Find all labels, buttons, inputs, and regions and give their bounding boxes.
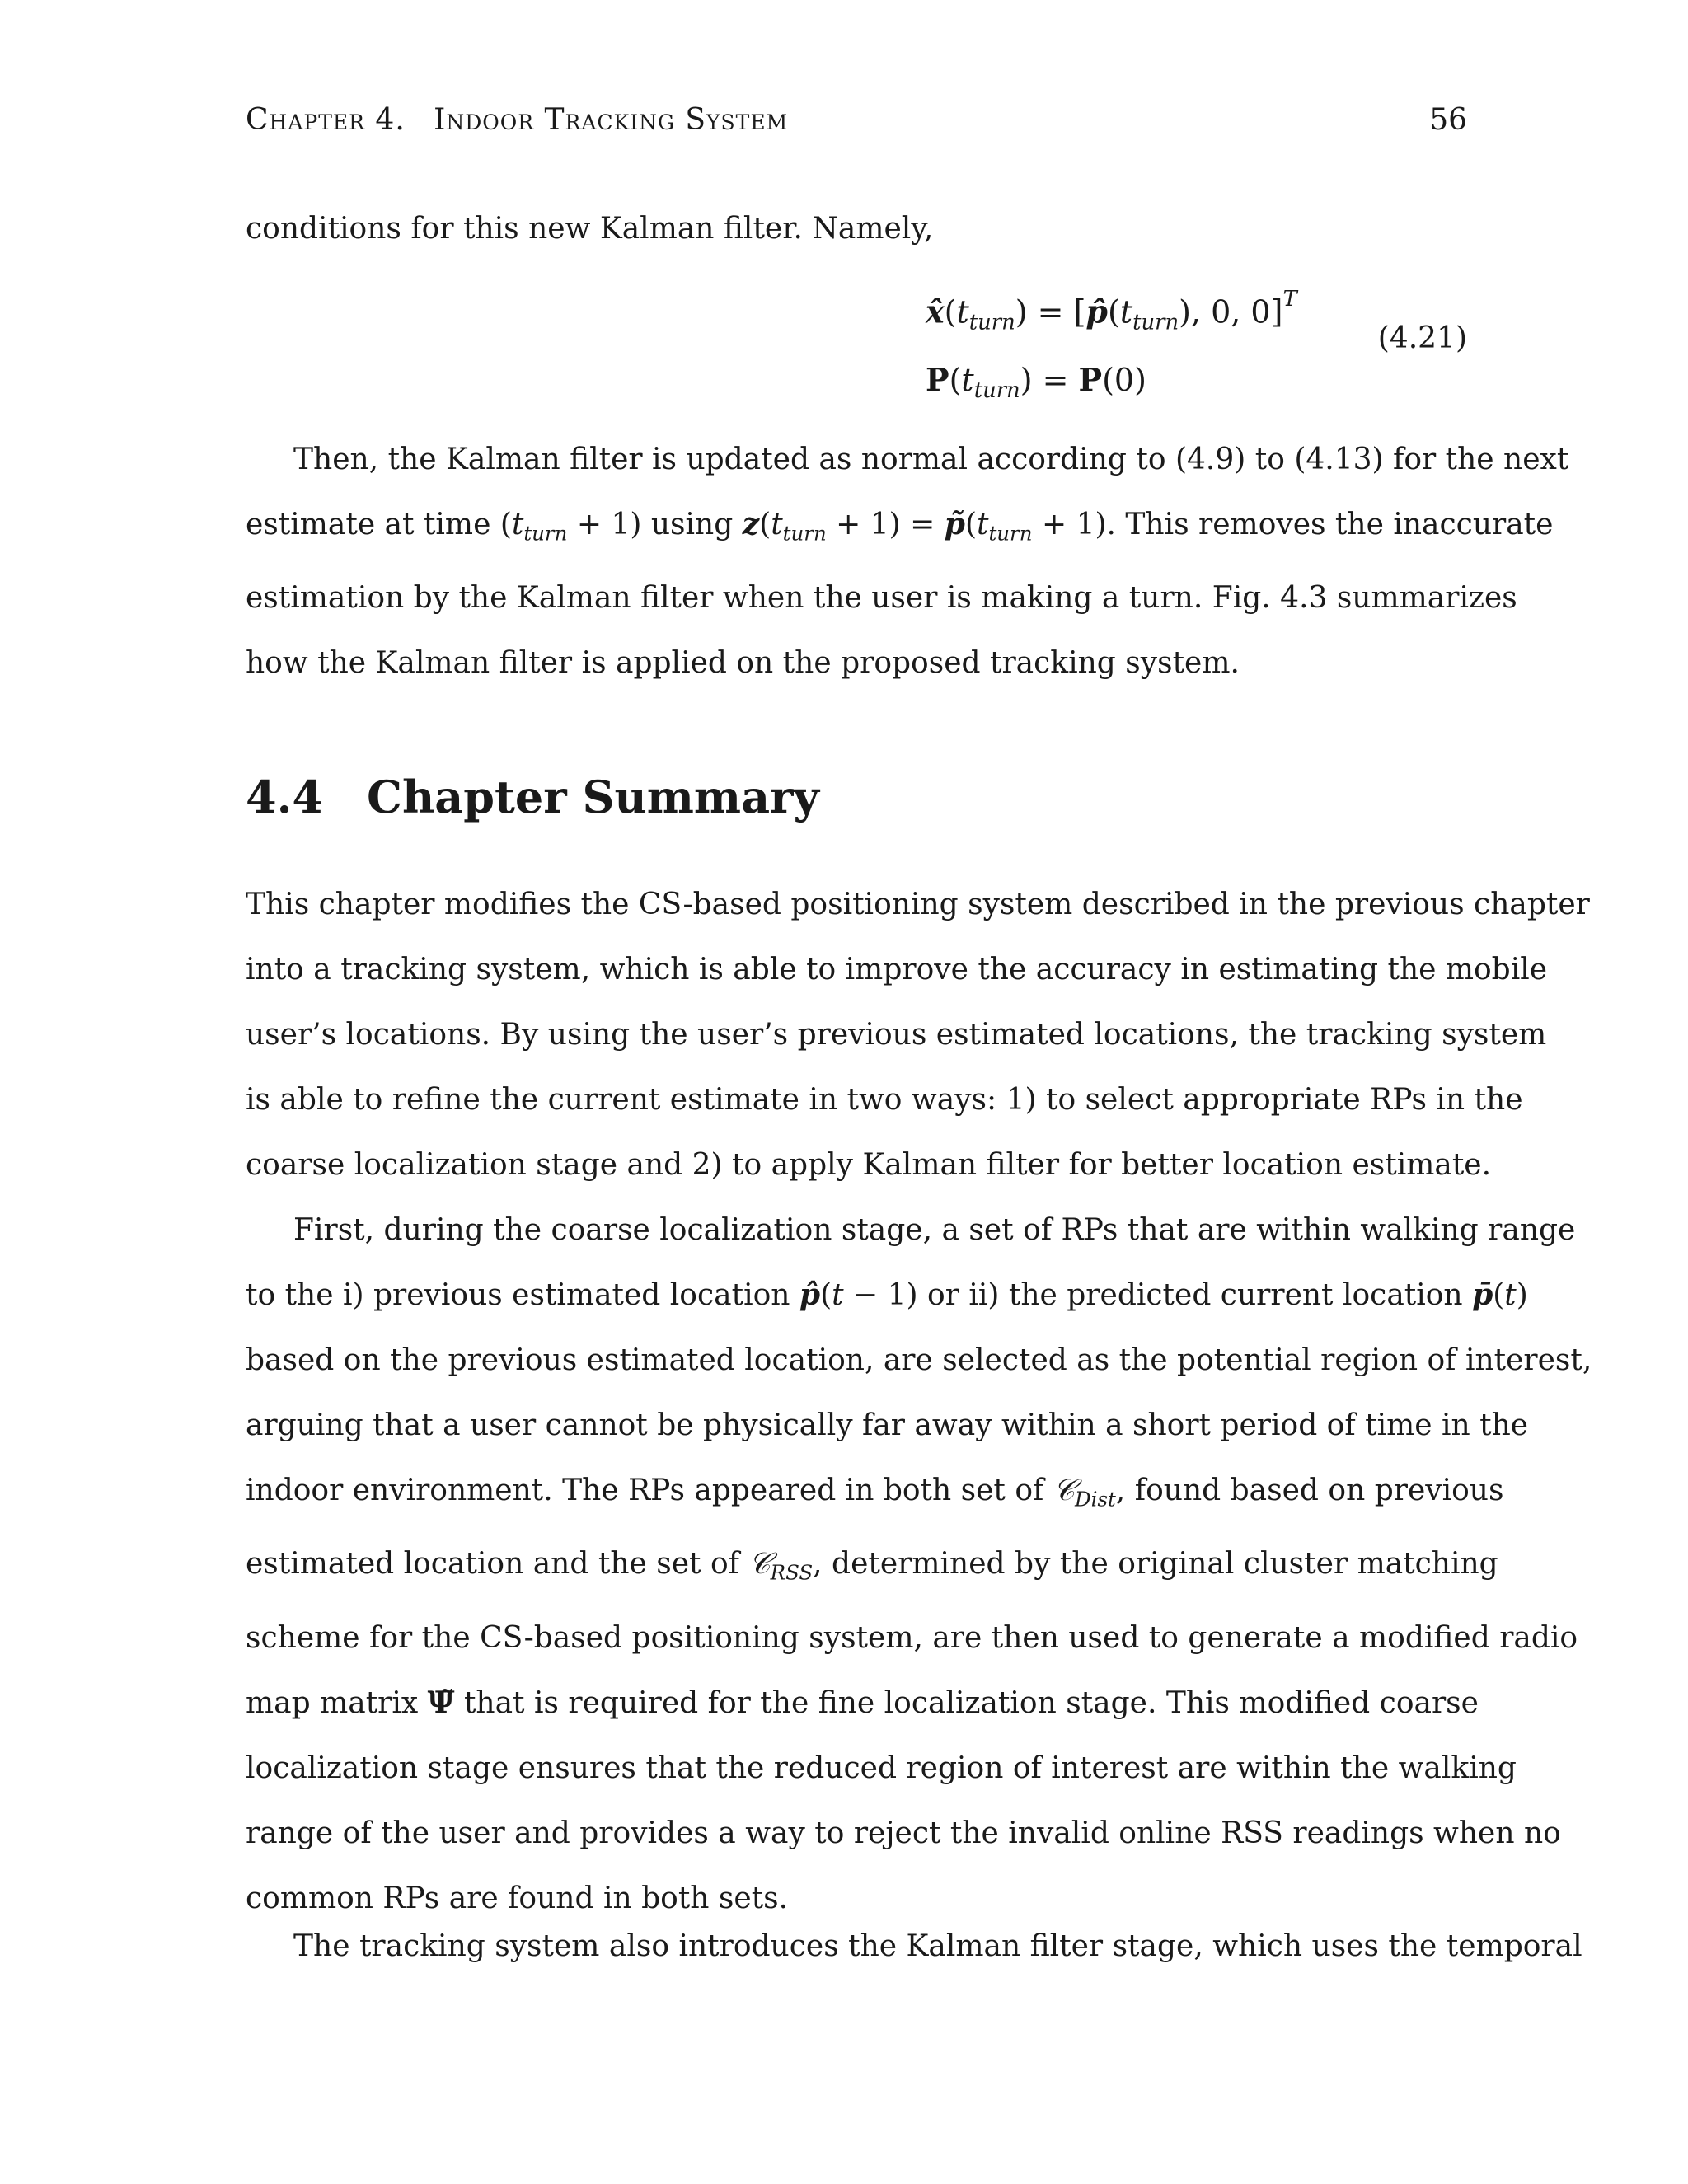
text-line-with-math: estimated location and the set of 𝒞$_{RSS}$, determined by the original cluster matching [246,1547,1498,1585]
running-head-title: Indoor Tracking System [434,103,789,137]
paragraph-kalman-update [246,427,1569,696]
text-line-with-math: to the i) previous estimated location p̂(t − 1) or ii) the predicted current location p̄(t) [246,1277,1528,1312]
text-line: localization stage ensures that the reduced region of interest are within the walking [246,1750,1517,1785]
text-line: is able to refine the current estimate in two ways: 1) to select appropriate RPs in the [246,1083,1523,1117]
text-line: arguing that a user cannot be physically far away within a short period of time in the [246,1408,1529,1442]
section-title: Chapter Summary [367,771,819,823]
text-line: conditions for this new Kalman filter. Namely, [246,212,934,246]
running-head-chapter: Chapter 4. [246,103,406,137]
text-line-with-math: map matrix Ψ̃ that is required for the fine localization stage. This modified coarse [246,1685,1479,1720]
text-line: The tracking system also introduces the Kalman filter stage, which uses the temporal [293,1929,1582,1963]
text-line: coarse localization stage and 2) to apply Kalman filter for better location estimate. [246,1148,1492,1182]
text-line: estimation by the Kalman filter when the user is making a turn. Fig. 4.3 summarizes [246,581,1517,616]
text-line-with-math: indoor environment. The RPs appeared in both set of 𝒞$_{Dist}$, found based on previous [246,1474,1504,1511]
equation-number: (4.21) [1377,321,1467,355]
text-line: common RPs are found in both sets. [246,1881,789,1915]
text-line-with-math: estimate at time $(t_{turn} + 1)$ using $z(t_{turn} + 1)$ = $p̃(t_{turn} + 1)$. This removes the inaccurate [246,507,1554,546]
text-line: based on the previous estimated location, are selected as the potential region of interest, [246,1343,1592,1377]
equation-row-state: $x̂(t_{turn})$ = [$p̂(t_{turn})$, 0, 0]$^T$ [926,287,1297,335]
section-number: 4.4 [246,771,323,823]
text-line: range of the user and provides a way to reject the invalid online RSS readings when no [246,1816,1561,1850]
summary-paragraph-3 [246,1914,1582,1979]
text-line: user’s locations. By using the user’s previous estimated locations, the tracking system [246,1018,1547,1052]
section-heading [246,771,819,823]
equation-4-21 [246,272,1467,412]
equation-row-covariance: $P(t_{turn}) = P(0)$ [926,361,1146,403]
text-line: scheme for the CS-based positioning system, are then used to generate a modified radio [246,1620,1578,1655]
text-line: into a tracking system, which is able to improve the accuracy in estimating the mobile [246,953,1548,987]
text-line: This chapter modifies the CS-based positioning system described in the previous chapter [246,888,1590,921]
text-line: First, during the coarse localization stage, a set of RPs that are within walking range [293,1213,1576,1247]
text-line: Then, the Kalman filter is updated as normal according to (4.9) to (4.13) for the next [293,443,1569,476]
running-head [246,97,1467,143]
text-line: how the Kalman filter is applied on the proposed tracking system. [246,646,1240,681]
paragraph-continuation [246,196,1467,261]
page-number: 56 [1429,103,1467,137]
summary-paragraph-1 [246,872,1590,1197]
summary-paragraph-2 [246,1197,1592,1931]
